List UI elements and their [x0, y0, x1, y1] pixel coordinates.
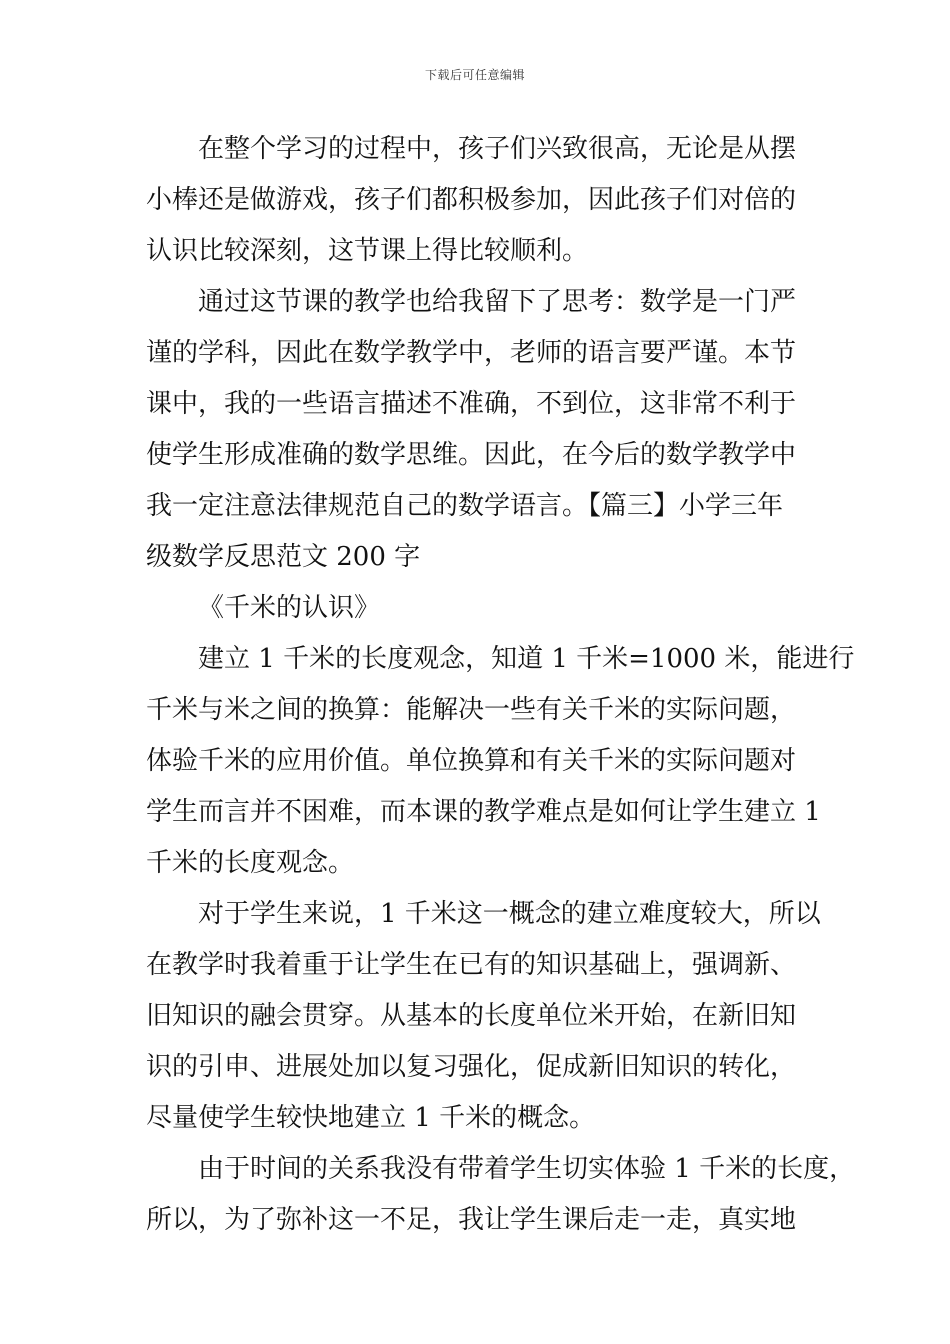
text-line: 在教学时我着重于让学生在已有的知识基础上，强调新、 — [146, 950, 797, 980]
text-line: 对于学生来说，1 千米这一概念的建立难度较大，所以 — [198, 899, 821, 929]
text-line: 谨的学科，因此在数学教学中，老师的语言要严谨。本节 — [146, 338, 797, 368]
text-line: 在整个学习的过程中，孩子们兴致很高，无论是从摆 — [198, 134, 797, 164]
text-line: 认识比较深刻，这节课上得比较顺利。 — [146, 236, 589, 266]
document-body — [146, 124, 856, 1246]
text-line: 体验千米的应用价值。单位换算和有关千米的实际问题对 — [146, 746, 797, 776]
text-line: 课中，我的一些语言描述不准确，不到位，这非常不利于 — [146, 389, 797, 419]
text-line: 尽量使学生较快地建立 1 千米的概念。 — [146, 1103, 596, 1133]
text-line: 千米与米之间的换算：能解决一些有关千米的实际问题， — [146, 695, 797, 725]
page-header: 下载后可任意编辑 — [424, 68, 525, 82]
text-line: 千米的长度观念。 — [146, 848, 355, 878]
section-title: 《千米的认识》 — [198, 593, 381, 623]
text-line: 使学生形成准确的数学思维。因此，在今后的数学教学中 — [146, 440, 797, 470]
text-line: 级数学反思范文 200 字 — [146, 542, 421, 572]
text-line: 建立 1 千米的长度观念，知道 1 千米=1000 米，能进行 — [198, 644, 855, 674]
text-line: 学生而言并不困难，而本课的教学难点是如何让学生建立 1 — [146, 797, 821, 827]
text-line: 旧知识的融会贯穿。从基本的长度单位米开始，在新旧知 — [146, 1001, 797, 1031]
text-line: 通过这节课的教学也给我留下了思考：数学是一门严 — [198, 287, 797, 317]
text-line: 小棒还是做游戏，孩子们都积极参加，因此孩子们对倍的 — [146, 185, 797, 215]
text-line: 我一定注意法律规范自己的数学语言。【篇三】小学三年 — [146, 491, 784, 521]
text-line: 所以，为了弥补这一不足，我让学生课后走一走，真实地 — [146, 1205, 797, 1235]
text-line: 由于时间的关系我没有带着学生切实体验 1 千米的长度， — [198, 1154, 856, 1184]
text-line: 识的引申、进展处加以复习强化，促成新旧知识的转化， — [146, 1052, 797, 1082]
